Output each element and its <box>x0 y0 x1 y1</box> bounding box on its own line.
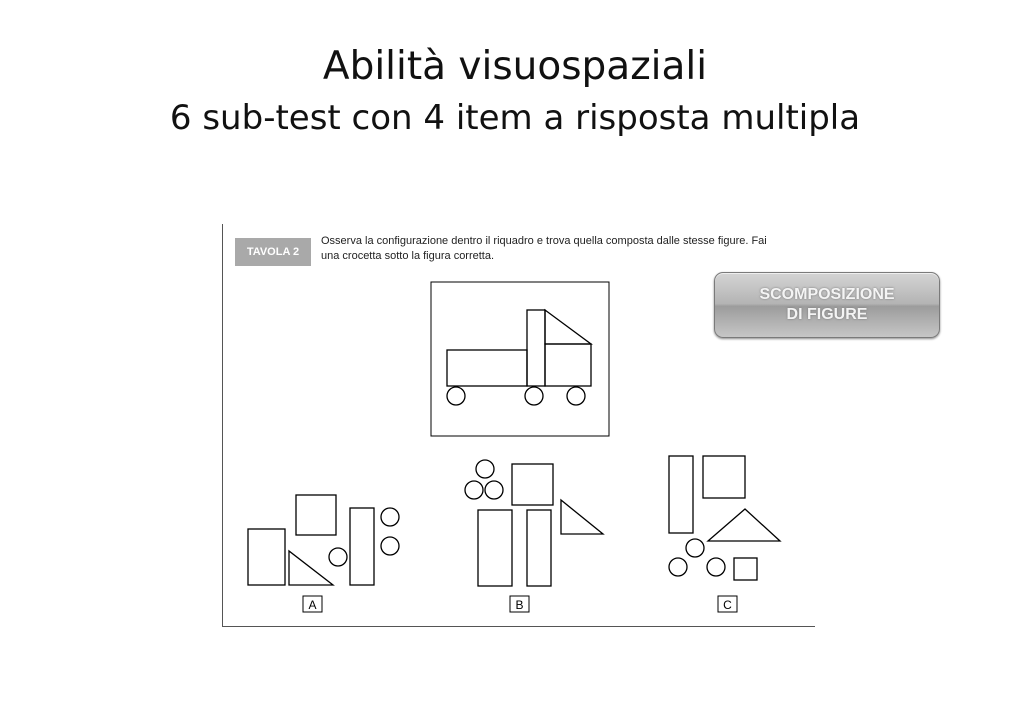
circle <box>381 537 399 555</box>
badge-line-1: SCOMPOSIZIONE <box>759 286 895 303</box>
circle <box>707 558 725 576</box>
square <box>703 456 745 498</box>
instruction-line-2: una crocetta sotto la figura corretta. <box>321 250 495 262</box>
circle <box>329 548 347 566</box>
square <box>296 495 336 535</box>
slide-subtitle: 6 sub-test con 4 item a risposta multipla <box>169 98 861 138</box>
tall-rectangle <box>527 510 551 586</box>
tall-rectangle <box>350 508 374 585</box>
small-square <box>734 558 757 580</box>
triangle <box>289 551 333 585</box>
instruction-line-1: Osserva la configurazione dentro il riquadro e trova quella composta dalle stesse figure. Fai <box>321 235 767 247</box>
scomposizione-figure-button[interactable] <box>714 272 940 338</box>
option-a-figures <box>248 495 399 585</box>
circle <box>465 481 483 499</box>
tall-rectangle <box>669 456 693 533</box>
truck-triangle <box>545 310 591 344</box>
option-c-figures <box>669 456 780 580</box>
circle <box>669 558 687 576</box>
badge-line-2: DI FIGURE <box>786 306 868 323</box>
circle <box>476 460 494 478</box>
option-label-a: A <box>308 598 317 612</box>
rectangle <box>248 529 285 585</box>
circle <box>485 481 503 499</box>
square <box>512 464 553 505</box>
truck-wheel <box>447 387 465 405</box>
truck-wheel <box>567 387 585 405</box>
option-label-c: C <box>723 598 732 612</box>
truck-square <box>545 344 591 386</box>
option-b-figures <box>465 460 603 586</box>
tavola-tag: TAVOLA 2 <box>235 238 311 266</box>
truck-wheel <box>525 387 543 405</box>
triangle <box>708 509 780 541</box>
truck-cab-rect <box>527 310 545 386</box>
truck-body <box>447 350 527 386</box>
rectangle <box>478 510 512 586</box>
triangle <box>561 500 603 534</box>
circle <box>381 508 399 526</box>
circle <box>686 539 704 557</box>
slide-title: Abilità visuospaziali <box>322 44 708 89</box>
model-frame <box>431 282 609 436</box>
option-label-b: B <box>515 598 524 612</box>
model-figure <box>431 282 609 436</box>
